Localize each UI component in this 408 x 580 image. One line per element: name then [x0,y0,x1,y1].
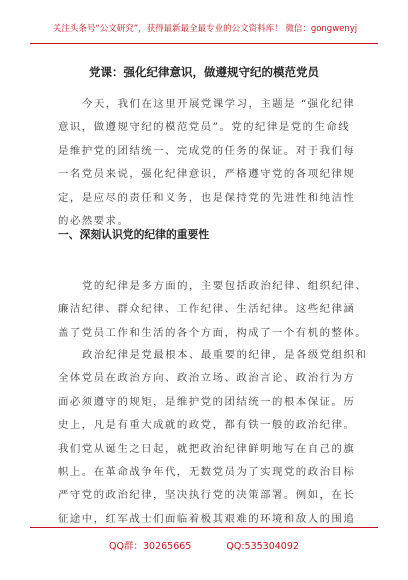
paragraph-line: 是维护党的团结统一、完成党的任务的保证。对于我们每 [58,144,356,157]
document-title: 党课：强化纪律意识，做遵规守纪的模范党员 [89,65,319,79]
paragraph-line: 帜上。在革命战争年代，无数党员为了实现党的政治目标 [58,466,356,479]
paragraph-line: 意识，做遵规守纪的模范党员”。党的纪律是党的生命线 [58,121,351,134]
paragraph-line: 今天，我们在这里开展党课学习，主题是 “强化纪律 [82,98,356,110]
paragraph-line: 史上，凡是有重大成就的政党，都有铁一般的政治纪律。 [58,419,356,432]
footer-contact [0,538,408,552]
paragraph-line: 全体党员在政治方向、政治立场、政治言论、政治行为方 [58,372,356,385]
paragraph-line: 征途中，红军战士们面临着极其艰难的环境和敌人的围追 [58,512,356,525]
political-discipline-paragraph [58,344,368,531]
footer-qq-group: QQ群：30265665 [109,541,192,552]
paragraph-line: 一名党员来说，强化纪律意识，严格遵守党的各项纪律规 [58,168,356,181]
paragraph-line: 的必然要求。 [58,215,130,228]
discipline-types-paragraph [58,275,368,345]
footer-qq: QQ:535304092 [226,541,299,552]
paragraph-line: 党的纪律是多方面的，主要包括政治纪律、组织纪律、 [82,280,368,292]
intro-paragraph [58,93,356,233]
paragraph-line: 面必须遵守的规矩，是维护党的团结统一的根本保证。历 [58,395,356,408]
paragraph-line: 我们党从诞生之日起，就把政治纪律鲜明地写在自己的旗 [58,442,356,455]
paragraph-line: 廉洁纪律、群众纪律、工作纪律、生活纪律。这些纪律涵 [58,303,356,316]
section-heading: 一、深刻认识党的纪律的重要性 [58,228,210,241]
header-divider [30,43,378,44]
header-promo-note: 关注头条号“公文研究”，获得最新最全最专业的公文资料库！ 微信：gongwenyj [52,24,358,34]
paragraph-line: 盖了党员工作和生活的各个方面，构成了一个有机的整体。 [58,326,368,339]
paragraph-line: 政治纪律是党最根本、最重要的纪律，是各级党组织和 [82,349,368,361]
paragraph-line: 定，是应尽的责任和义务，也是保持党的先进性和纯洁性 [58,191,356,204]
footer-divider [30,527,378,528]
paragraph-line: 严守党的政治纪律，坚决执行党的决策部署。例如，在长 [58,489,356,502]
